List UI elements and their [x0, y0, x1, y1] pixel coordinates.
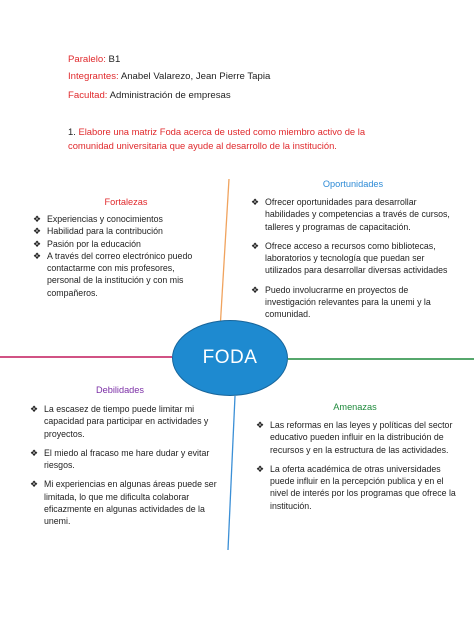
diamond-bullet-icon: ❖ [256, 420, 265, 430]
paralelo-label: Paralelo: [68, 54, 106, 65]
fortalezas-list [33, 213, 201, 299]
top-vertical-line [220, 179, 229, 330]
list-item: ❖ Puedo involucrarme en proyectos de investigación relevantes para la unemi y la comunidad. [251, 284, 431, 320]
list-item: ❖ Experiencias y conocimientos [33, 214, 163, 224]
amenazas-list [256, 419, 464, 519]
list-item: ❖ Habilidad para la contribución [33, 226, 163, 237]
debilidades-title: Debilidades [95, 385, 144, 395]
oportunidades-title: Oportunidades [322, 179, 384, 189]
fortalezas-title: Fortalezas [104, 197, 148, 207]
diamond-bullet-icon: ❖ [33, 226, 42, 237]
diamond-bullet-icon: ❖ [256, 463, 265, 474]
diamond-bullet-icon: ❖ [33, 238, 42, 249]
oportunidades-list [251, 196, 461, 328]
list-item: ❖ La escasez de tiempo puede limitar mi capacidad para participar en actividades y proyectos. [30, 404, 209, 439]
debilidades-list [30, 403, 218, 535]
facultad-label: Facultad: [68, 90, 108, 101]
foda-circle [172, 320, 288, 396]
diamond-bullet-icon: ❖ [33, 250, 42, 261]
list-item: ❖ El miedo al fracaso me hare dudar y evitar riesgos. [30, 447, 210, 471]
paralelo-value: B1 [108, 54, 121, 65]
foda-label: FODA [202, 347, 258, 368]
diamond-bullet-icon: ❖ [33, 214, 42, 224]
bottom-vertical-line [228, 396, 235, 550]
task-number: 1. [68, 126, 76, 137]
amenazas-title: Amenazas [333, 402, 377, 412]
diamond-bullet-icon: ❖ [251, 284, 260, 295]
diamond-bullet-icon: ❖ [251, 197, 260, 207]
diamond-bullet-icon: ❖ [30, 447, 39, 458]
list-item: ❖ La oferta académica de otras universidades puede influir en la percepción publica y en el nivel de interés por los programas que ofrece la institución. [256, 463, 456, 511]
list-item: ❖ Mi experiencias en algunas áreas puede ser limitada, lo que me dificulta colaborar eficazmente en algunas actividades de la unemi. [30, 479, 217, 527]
diamond-bullet-icon: ❖ [30, 479, 39, 490]
diamond-bullet-icon: ❖ [251, 240, 260, 251]
list-item: ❖ Ofrecer oportunidades para desarrollar habilidades y competencias a través de cursos, talleres y programas de capacitación. [251, 197, 450, 232]
integrantes-value: Anabel Valarezo, Jean Pierre Tapia [120, 71, 271, 82]
diamond-bullet-icon: ❖ [30, 404, 39, 414]
list-item: ❖ Ofrece acceso a recursos como bibliotecas, laboratorios y tecnología que puedan ser utilizados para desarrollar diversas actividades [251, 240, 448, 276]
list-item: ❖ A través del correo electrónico puedo contactarme con mis profesores, personal de la institución y con mis compañeros. [33, 250, 193, 298]
list-item: ❖ Pasión por la educación [33, 238, 141, 249]
list-item: ❖ Las reformas en las leyes y políticas del sector educativo pueden influir en la distribución de recursos y en la estructura de las actividades. [256, 420, 453, 455]
integrantes-label: Integrantes: [68, 71, 119, 82]
facultad-value: Administración de empresas [109, 90, 231, 101]
task-text: Elabore una matriz Foda acerca de usted como miembro activo de la comunidad universitaria que ayude al desarrollo de la institución. [68, 126, 366, 151]
